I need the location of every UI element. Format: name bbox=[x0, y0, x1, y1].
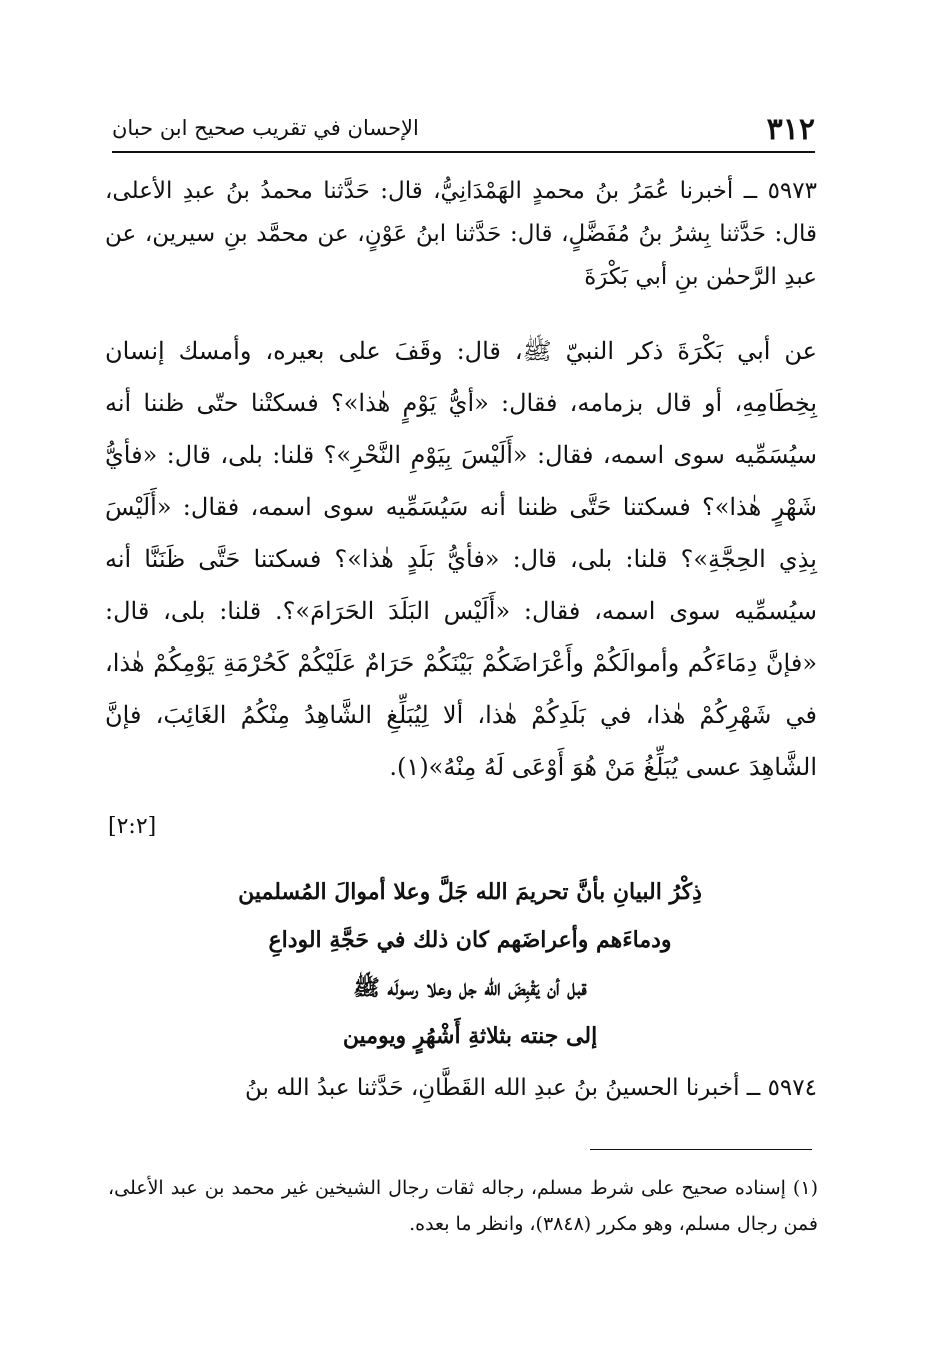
hadith-reference: [٢:٢] bbox=[108, 814, 157, 839]
chapter-heading bbox=[180, 868, 760, 1060]
heading-line: قبل أن يَقْبِضَ الله جل وعلا رسولَه ﷺ bbox=[353, 975, 587, 1001]
footnote-rule bbox=[590, 1149, 812, 1150]
page-header bbox=[112, 112, 815, 152]
footnote-text: (١) إسناده صحيح على شرط مسلم، رجاله ثقات رجال الشيخين غير محمد بن عبد الأعلى، فمن رجال مسلم، وهو مكرر (٣٨٤٨)، وانظر ما بعده. bbox=[108, 1177, 818, 1235]
isnad-paragraph: ٥٩٧٣ ــ أخبرنا عُمَرُ بنُ محمدٍ الهَمْدَانِيُّ، قال: حَدَّثنا محمدُ بنُ عبدِ الأعلى، قال: حَدَّثنا بِشرُ بنُ مُفَضَّلٍ، قال: حَدَّثنا ابنُ عَوْنٍ، عن محمَّد بنِ سيرين، عن عبدِ الرَّحمٰن بنِ أبي بَكْرَةَ bbox=[105, 178, 817, 290]
hadith-5974-isnad bbox=[105, 1066, 817, 1110]
running-title: الإحسان في تقريب صحيح ابن حبان bbox=[112, 116, 419, 140]
isnad-paragraph: ٥٩٧٤ ــ أخبرنا الحسينُ بنُ عبدِ الله القَطَّانِ، حَدَّثنا عبدُ الله بنُ bbox=[244, 1075, 817, 1101]
heading-line: ذِكْرُ البيانِ بأنَّ تحريمَ الله جَلَّ وعلا أموالَ المُسلمين bbox=[238, 879, 702, 905]
matn-paragraph: عن أبي بَكْرَةَ ذكر النبيّ ﷺ، قال: وقَفَ على بعيره، وأمسك إنسان بِخِطَامِهِ، أو قال بزمامه، فقال: «أيُّ يَوْمٍ هٰذا»؟ فسكتْنا حتّى ظننا أنه سيُسَمِّيه سوى اسمه، فقال: «أَلَيْسَ بِيَوْمِ النَّحْرِ»؟ قلنا: بلى، قال: «فأيُّ شَهْرٍ هٰذا»؟ فسكتنا حَتَّى ظننا أنه سَيُسَمِّيه سوى اسمه، فقال: «أَلَيْسَ بِذِي الحِجَّةِ»؟ قلنا: بلى، قال: «فأيُّ بَلَدٍ هٰذا»؟ فسكتنا حَتَّى ظَنَنَّا أنه سيُسمِّيه سوى اسمه، فقال: «أَلَيْس البَلَدَ الحَرَامَ»؟. قلنا: بلى، قال: «فإنَّ دِمَاءَكُم وأموالَكُمْ وأَعْرَاضَكُمْ بَيْنَكُمْ حَرَامٌ عَلَيْكُمْ كَحُرْمَةِ يَوْمِكُمْ هٰذا، في شَهْرِكُمْ هٰذا، في بَلَدِكُمْ هٰذا، ألا لِيُبَلِّغِ الشَّاهِدُ مِنْكُمُ الغَائِبَ، فإنَّ الشَّاهِدَ عسى يُبَلِّغُ مَنْ هُوَ أَوْعَى لَهُ مِنْهُ»(١). bbox=[105, 337, 818, 781]
page-number: ٣١٢ bbox=[766, 112, 815, 147]
hadith-5973-matn bbox=[105, 325, 817, 793]
header-rule bbox=[112, 151, 815, 153]
hadith-5973-isnad bbox=[105, 170, 817, 299]
heading-line: إلى جنته بثلاثةِ أَشْهُرٍ ويومين bbox=[342, 1023, 598, 1049]
heading-line: ودماءَهم وأعراضَهم كان ذلك في حَجَّةِ الوداعِ bbox=[268, 927, 672, 953]
footnote bbox=[108, 1170, 818, 1242]
